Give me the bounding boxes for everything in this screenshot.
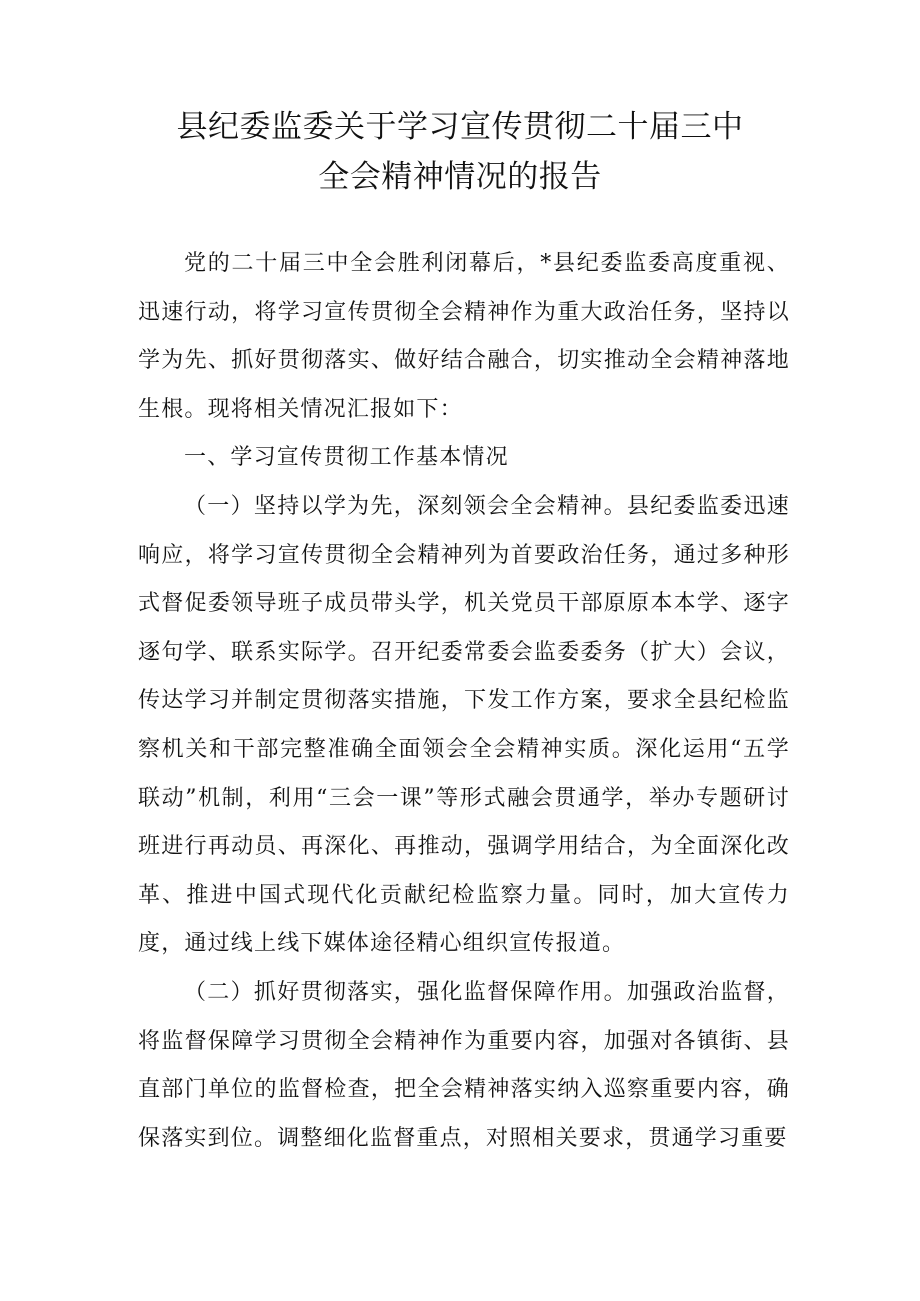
- document-title-line-1: 县纪委监委关于学习宣传贯彻二十届三中: [176, 109, 744, 145]
- document-title-line-2: 全会精神情况的报告: [318, 159, 602, 195]
- paragraph-section-1-2: （二）抓好贯彻落实，强化监督保障作用。加强政治监督，将监督保障学习贯彻全会精神作为重要内容，加强对各镇街、县直部门单位的监督检查，把全会精神落实纳入巡察重要内容，确保落实到位。调整细化监督重点，对照相关要求，贯通学习重要: [138, 979, 790, 1151]
- document-body: [138, 240, 790, 1163]
- section-heading-1: 一、学习宣传贯彻工作基本情况: [184, 445, 509, 471]
- paragraph-section-1-1: （一）坚持以学为先，深刻领会全会精神。县纪委监委迅速响应，将学习宣传贯彻全会精神列为首要政治任务，通过多种形式督促委领导班子成员带头学，机关党员干部原原本本学、逐字逐句学、联系实际学。召开纪委常委会监委委务（扩大）会议，传达学习并制定贯彻落实措施，下发工作方案，要求全县纪检监察机关和干部完整准确全面领会全会精神实质。深化运用“五学联动”机制，利用“三会一课”等形式融会贯通学，举办专题研讨班进行再动员、再深化、再推动，强调学用结合，为全面深化改革、推进中国式现代化贡献纪检监察力量。同时，加大宣传力度，通过线上线下媒体途径精心组织宣传报道。: [138, 493, 790, 957]
- paragraph-intro: 党的二十届三中全会胜利闭幕后，*县纪委监委高度重视、迅速行动，将学习宣传贯彻全会精神作为重大政治任务，坚持以学为先、抓好贯彻落实、做好结合融合，切实推动全会精神落地生根。现将相关情况汇报如下：: [138, 251, 790, 422]
